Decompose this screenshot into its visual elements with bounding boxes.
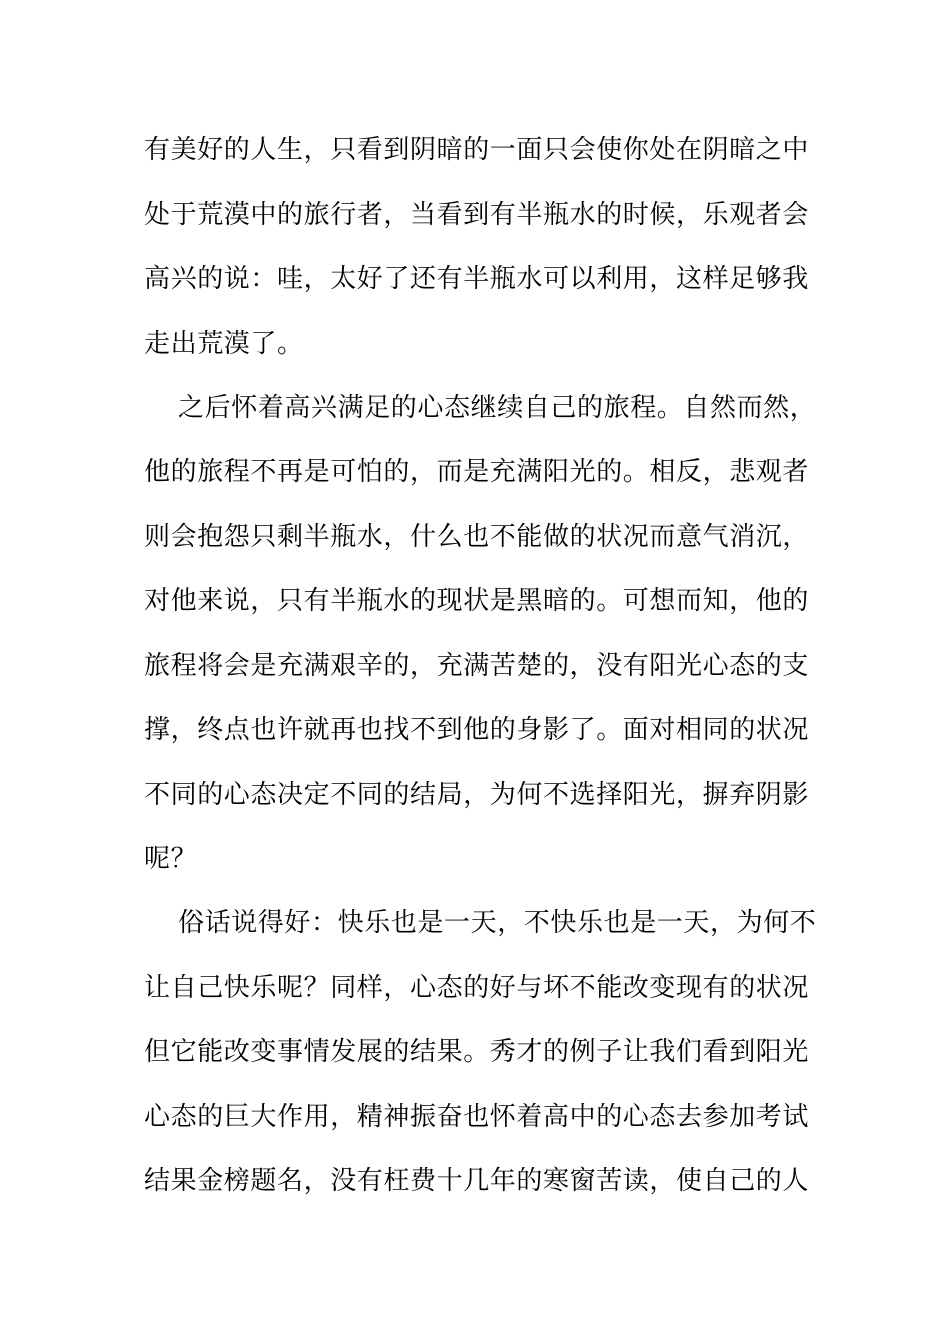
text-line: 但它能改变事情发展的结果。秀才的例子让我们看到阳光 (144, 1037, 810, 1067)
text-line: 呢？ (144, 844, 198, 874)
text-line: 则会抱怨只剩半瓶水，什么也不能做的状况而意气消沉， (144, 522, 810, 552)
text-line: 高兴的说：哇，太好了还有半瓶水可以利用，这样足够我 (144, 264, 810, 294)
text-line: 处于荒漠中的旅行者，当看到有半瓶水的时候，乐观者会 (144, 200, 810, 230)
text-line: 有美好的人生，只看到阴暗的一面只会使你处在阴暗之中 (144, 135, 810, 165)
text-line: 不同的心态决定不同的结局，为何不选择阳光，摒弃阴影 (144, 780, 810, 810)
text-line: 旅程将会是充满艰辛的，充满苦楚的，没有阳光心态的支 (144, 651, 810, 681)
text-line: 撑，终点也许就再也找不到他的身影了。面对相同的状况 (144, 715, 810, 745)
text-line: 心态的巨大作用，精神振奋也怀着高中的心态去参加考试 (144, 1102, 810, 1132)
text-line: 他的旅程不再是可怕的，而是充满阳光的。相反，悲观者 (144, 457, 810, 487)
text-line: 结果金榜题名，没有枉费十几年的寒窗苦读，使自己的人 (144, 1166, 810, 1196)
paragraph-first-line: 俗话说得好：快乐也是一天，不快乐也是一天，为何不 (178, 908, 817, 938)
paragraph-first-line: 之后怀着高兴满足的心态继续自己的旅程。自然而然， (178, 393, 817, 423)
text-line: 对他来说，只有半瓶水的现状是黑暗的。可想而知，他的 (144, 586, 810, 616)
text-line: 让自己快乐呢？同样，心态的好与坏不能改变现有的状况 (144, 973, 810, 1003)
text-line: 走出荒漠了。 (144, 329, 304, 359)
